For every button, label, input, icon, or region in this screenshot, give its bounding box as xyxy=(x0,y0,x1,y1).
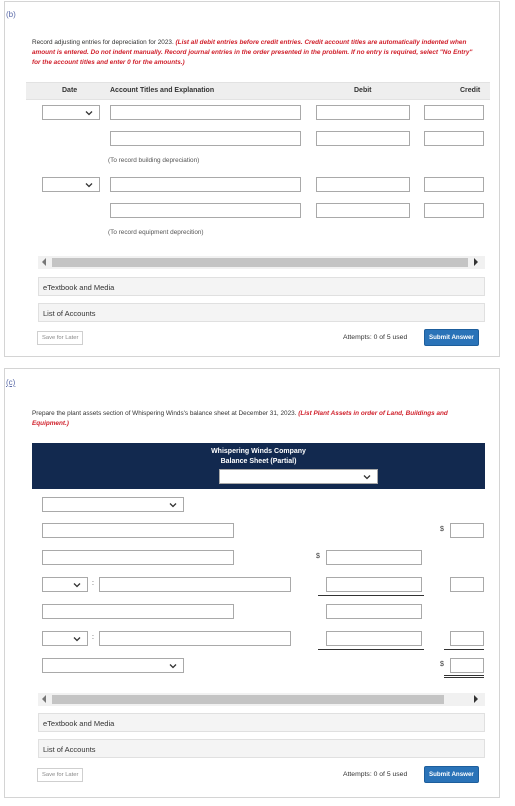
part-b-instructions xyxy=(32,38,482,68)
chevron-down-icon xyxy=(169,662,177,670)
submit-answer-button[interactable]: Submit Answer xyxy=(424,329,479,346)
balance-sheet-header xyxy=(32,443,485,489)
etextbook-media-link[interactable]: eTextbook and Media xyxy=(38,277,485,296)
underline xyxy=(318,595,424,596)
underline xyxy=(444,649,484,650)
entry2-date-select[interactable] xyxy=(42,177,100,192)
entry2-credit-input-1[interactable] xyxy=(424,177,484,192)
buildings-cost-input[interactable] xyxy=(326,550,422,565)
company-name: Whispering Winds Company xyxy=(211,448,306,455)
land-total-input[interactable] xyxy=(450,523,484,538)
double-underline-bottom xyxy=(444,677,484,678)
equipment-less-select[interactable] xyxy=(42,631,88,646)
separator-colon: : xyxy=(92,634,94,641)
etextbook-media-link[interactable]: eTextbook and Media xyxy=(38,713,485,732)
entry1-debit-input-1[interactable] xyxy=(316,105,410,120)
journal-header-row xyxy=(26,82,490,100)
account-column-header: Account Titles and Explanation xyxy=(110,87,215,94)
buildings-account-input[interactable] xyxy=(42,550,234,565)
entry1-credit-input-2[interactable] xyxy=(424,131,484,146)
save-for-later-button[interactable]: Save for Later xyxy=(37,331,83,345)
horizontal-scrollbar[interactable] xyxy=(38,693,485,706)
chevron-down-icon xyxy=(363,473,371,481)
entry1-credit-input-1[interactable] xyxy=(424,105,484,120)
chevron-down-icon xyxy=(73,581,81,589)
entry1-account-input-2[interactable] xyxy=(110,131,301,146)
entry1-explanation: (To record building depreciation) xyxy=(108,157,200,164)
part-b-label: (b) xyxy=(6,10,16,19)
debit-column-header: Debit xyxy=(354,87,372,94)
horizontal-scrollbar[interactable] xyxy=(38,256,485,269)
buildings-net-input[interactable] xyxy=(450,577,484,592)
instructions-text: Prepare the plant assets section of Whispering Winds's balance sheet at December 31, 2023. xyxy=(32,410,297,417)
entry1-date-select[interactable] xyxy=(42,105,100,120)
buildings-accum-dep-amount[interactable] xyxy=(326,577,422,592)
scroll-left-arrow-icon[interactable] xyxy=(41,258,47,266)
chevron-down-icon xyxy=(73,635,81,643)
dollar-sign: $ xyxy=(316,553,320,560)
dollar-sign: $ xyxy=(440,526,444,533)
equipment-account-input[interactable] xyxy=(42,604,234,619)
entry2-debit-input-1[interactable] xyxy=(316,177,410,192)
chevron-down-icon xyxy=(85,109,93,117)
scroll-right-arrow-icon[interactable] xyxy=(473,258,479,266)
submit-answer-button[interactable]: Submit Answer xyxy=(424,766,479,783)
buildings-less-select[interactable] xyxy=(42,577,88,592)
instructions-note: (List Plant Assets in order of Land, Buildings and Equipment.) xyxy=(32,410,448,427)
section-heading-select[interactable] xyxy=(42,497,184,512)
entry2-explanation: (To record equipment deprecition) xyxy=(108,229,204,236)
attempts-counter: Attempts: 0 of 5 used xyxy=(343,771,408,778)
double-underline-top xyxy=(444,675,484,676)
scroll-left-arrow-icon[interactable] xyxy=(41,695,47,703)
separator-colon: : xyxy=(92,580,94,587)
buildings-accum-dep-input[interactable] xyxy=(99,577,291,592)
entry2-debit-input-2[interactable] xyxy=(316,203,410,218)
list-of-accounts-link[interactable]: List of Accounts xyxy=(38,739,485,758)
entry2-credit-input-2[interactable] xyxy=(424,203,484,218)
date-heading-select[interactable] xyxy=(219,469,378,484)
equipment-net-input[interactable] xyxy=(450,631,484,646)
chevron-down-icon xyxy=(169,501,177,509)
instructions-text: Record adjusting entries for depreciation for 2023. xyxy=(32,39,174,46)
save-for-later-button[interactable]: Save for Later xyxy=(37,768,83,782)
entry2-account-input-2[interactable] xyxy=(110,203,301,218)
entry1-account-input-1[interactable] xyxy=(110,105,301,120)
total-plant-assets-input[interactable] xyxy=(450,658,484,673)
scrollbar-thumb[interactable] xyxy=(52,695,444,704)
part-c-instructions xyxy=(32,409,482,429)
entry2-account-input-1[interactable] xyxy=(110,177,301,192)
dollar-sign: $ xyxy=(440,661,444,668)
equipment-cost-input[interactable] xyxy=(326,604,422,619)
chevron-down-icon xyxy=(85,181,93,189)
total-plant-assets-select[interactable] xyxy=(42,658,184,673)
attempts-counter: Attempts: 0 of 5 used xyxy=(343,334,408,341)
statement-name: Balance Sheet (Partial) xyxy=(220,458,297,465)
instructions-note: (List all debit entries before credit entries. Credit account titles are automatically indented when amount is entered. Do not indent manually. Record journal entries in the order presented in the problem. If no entry is required, select "No Entry" for the account titles and enter 0 for the amounts.) xyxy=(32,39,473,66)
equipment-accum-dep-amount[interactable] xyxy=(326,631,422,646)
land-account-input[interactable] xyxy=(42,523,234,538)
part-c-label: (c) xyxy=(6,378,16,387)
scroll-right-arrow-icon[interactable] xyxy=(473,695,479,703)
underline xyxy=(318,649,424,650)
scrollbar-thumb[interactable] xyxy=(52,258,468,267)
entry1-debit-input-2[interactable] xyxy=(316,131,410,146)
list-of-accounts-link[interactable]: List of Accounts xyxy=(38,303,485,322)
credit-column-header: Credit xyxy=(460,87,481,94)
equipment-accum-dep-input[interactable] xyxy=(99,631,291,646)
date-column-header: Date xyxy=(62,87,78,94)
